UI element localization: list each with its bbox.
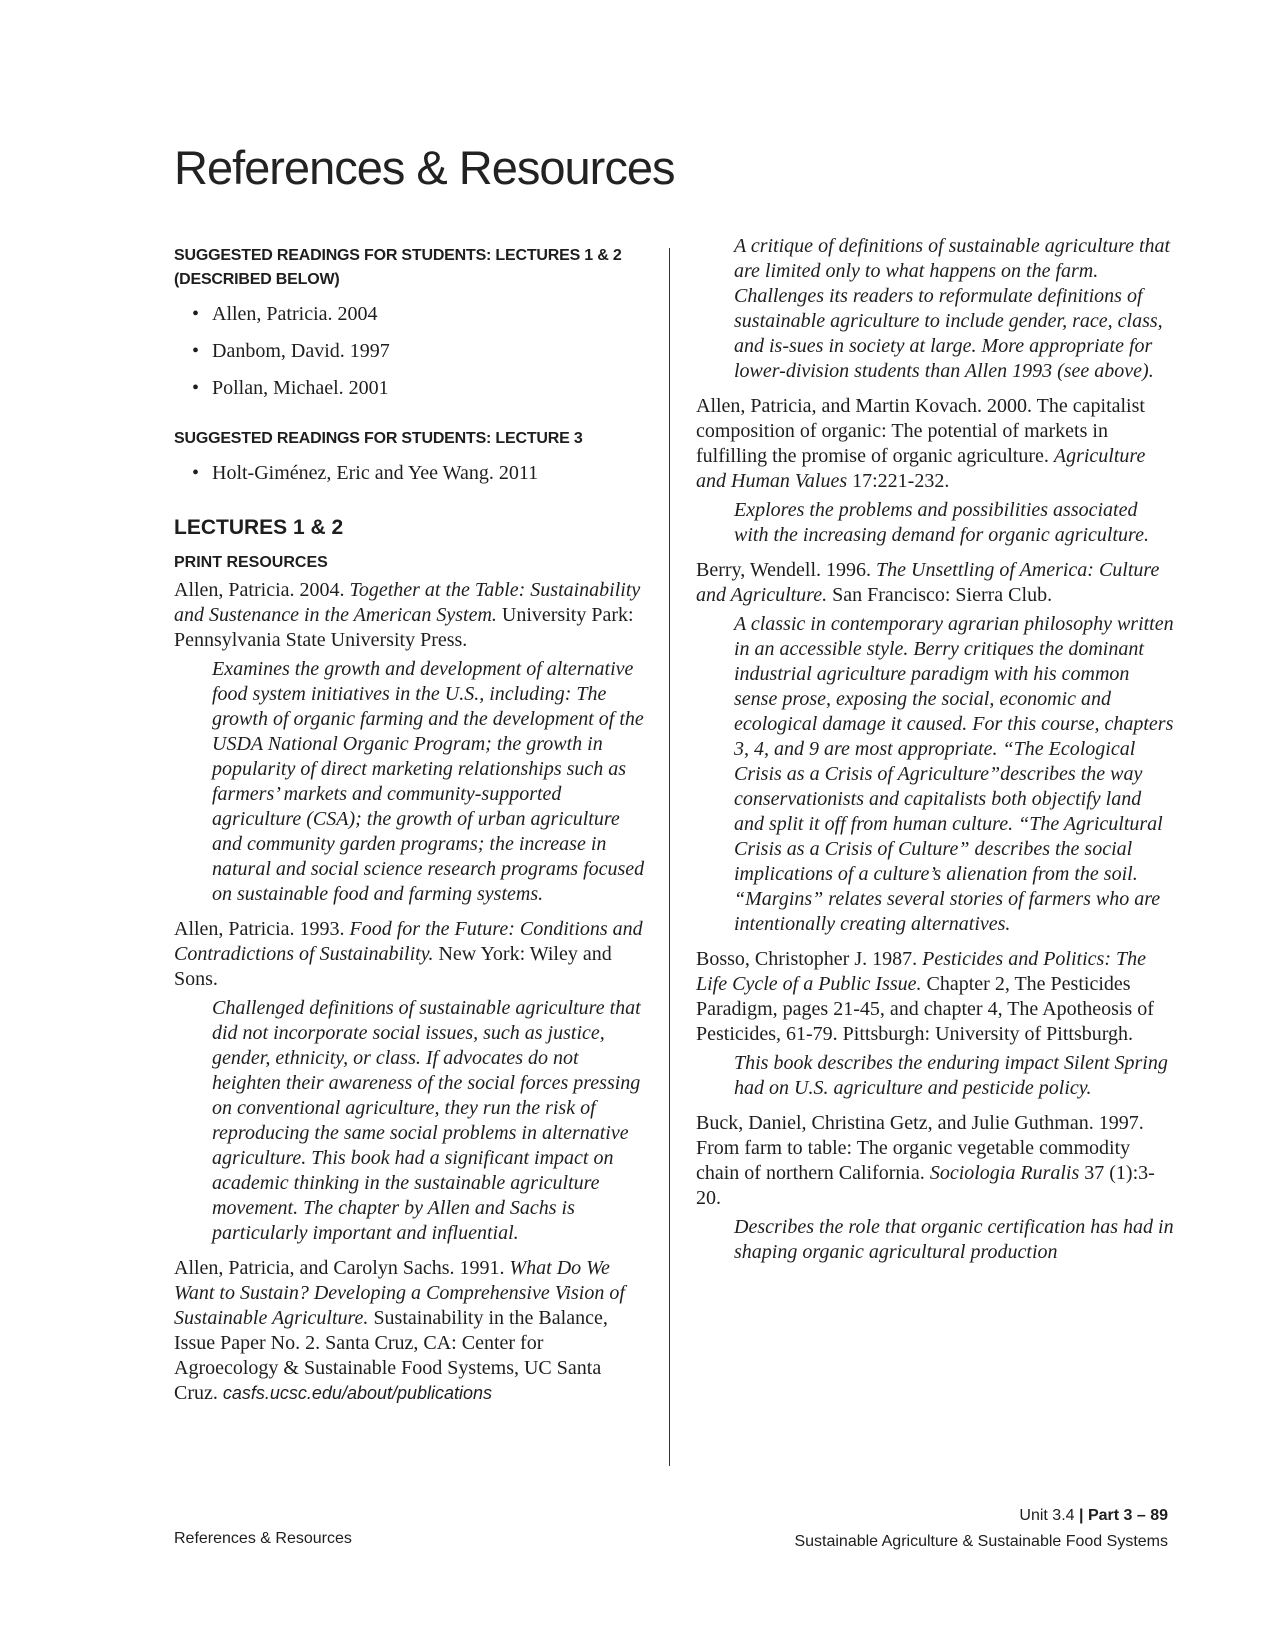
publication-link[interactable]: casfs.ucsc.edu/about/publications bbox=[222, 1383, 493, 1403]
students-readings-list-lectures-1-2 bbox=[174, 296, 646, 407]
reference-entry-continued bbox=[696, 234, 1174, 384]
footer-unit: Unit 3.4 bbox=[1019, 1507, 1075, 1524]
reference-title: Sociologia Ruralis bbox=[929, 1162, 1080, 1184]
left-column bbox=[174, 244, 646, 1416]
footer-page-info bbox=[794, 1503, 1168, 1555]
students-readings-list-lecture-3 bbox=[174, 455, 646, 492]
reference-citation: Allen, Patricia, and Carolyn Sachs. 1991. What Do We Want to Sustain? Developing a Comprehensive Vision of Sustainable Agriculture. Sustainability in the Balance, Issue Paper No. 2. Santa Cruz, CA: Center for Agroecology & Sustainable Food Systems, UC Santa Cruz. casfs.ucsc.edu/about/publications bbox=[174, 1257, 625, 1404]
reference-citation: Allen, Patricia, and Martin Kovach. 2000. The capitalist composition of organic: The potential of markets in fulfilling the promise of organic agriculture. Agriculture and Human Values 17:221-232. bbox=[696, 395, 1146, 492]
reference-citation: Berry, Wendell. 1996. The Unsettling of America: Culture and Agriculture. San Francisco: Sierra Club. bbox=[696, 559, 1160, 606]
reference-citation: Buck, Daniel, Christina Getz, and Julie Guthman. 1997. From farm to table: The organic vegetable commodity chain of northern California. Sociologia Ruralis 37 (1):3-20. bbox=[696, 1112, 1155, 1209]
footer-part: Part 3 – 89 bbox=[1087, 1507, 1168, 1524]
students-readings-heading-lectures-1-2: SUGGESTED READINGS FOR STUDENTS: LECTURES 1 & 2 (DESCRIBED BELOW) bbox=[174, 247, 622, 288]
list-item: • Holt-Giménez, Eric and Yee Wang. 2011 bbox=[212, 455, 646, 492]
reference-title: The Unsettling of America: Culture and Agriculture. bbox=[696, 559, 1160, 606]
column-divider bbox=[669, 248, 670, 1466]
reference-title: Agriculture and Human Values bbox=[696, 445, 1146, 492]
reference-entry bbox=[696, 1111, 1174, 1265]
reference-entry bbox=[696, 394, 1174, 548]
reference-annotation: Describes the role that organic certification has had in shaping organic agricultural production bbox=[734, 1216, 1174, 1263]
footer-section-name: References & Resources bbox=[174, 1530, 352, 1547]
reference-title: Together at the Table: Sustainability and Sustenance in the American System. bbox=[174, 579, 641, 626]
reference-annotation: This book describes the enduring impact Silent Spring had on U.S. agriculture and pesticide policy. bbox=[734, 1052, 1168, 1099]
reference-entry bbox=[174, 917, 646, 1246]
print-resources-heading: PRINT RESOURCES bbox=[174, 554, 328, 571]
reference-entry bbox=[696, 558, 1174, 937]
students-readings-heading-lecture-3: SUGGESTED READINGS FOR STUDENTS: LECTURE 3 bbox=[174, 430, 583, 447]
footer-page-number bbox=[794, 1503, 1168, 1529]
reference-title: Pesticides and Politics: The Life Cycle of a Public Issue. bbox=[696, 948, 1146, 995]
reference-title: Food for the Future: Conditions and Contradictions of Sustainability. bbox=[174, 918, 643, 965]
footer-separator: | bbox=[1079, 1507, 1084, 1524]
lectures-heading: LECTURES 1 & 2 bbox=[174, 516, 344, 539]
reference-citation: Allen, Patricia. 2004. Together at the Table: Sustainability and Sustenance in the American System. University Park: Pennsylvania State University Press. bbox=[174, 579, 641, 651]
footer-subtitle: Sustainable Agriculture & Sustainable Food Systems bbox=[794, 1533, 1168, 1550]
page-title: References & Resources bbox=[174, 141, 675, 194]
reference-annotation: A critique of definitions of sustainable agriculture that are limited only to what happens on the farm. Challenges its readers to reformulate definitions of sustainable agriculture to include gender, race, class, and is-sues in society at large. More appropriate for lower-division students than Allen 1993 (see above). bbox=[734, 235, 1171, 382]
right-column bbox=[696, 235, 1174, 1275]
reference-annotation: Examines the growth and development of alternative food system initiatives in the U.S., including: The growth of organic farming and the development of the USDA National Organic Program; the growth in popularity of direct marketing relationships such as farmers’ markets and community-supported agriculture (CSA); the growth of urban agriculture and community garden programs; the increase in natural and social science research programs focused on sustainable food and farming systems. bbox=[212, 658, 645, 905]
reference-title: What Do We Want to Sustain? Developing a Comprehensive Vision of Sustainable Agriculture. bbox=[174, 1257, 625, 1329]
reference-annotation: A classic in contemporary agrarian philosophy written in an accessible style. Berry critiques the dominant industrial agriculture paradigm with his common sense prose, exposing the social, economic and ecological damage it caused. For this course, chapters 3, 4, and 9 are most appropriate. “The Ecological Crisis as a Crisis of Agriculture”describes the way conservationists and capitalists both objectify land and split it off from human culture. “The Agricultural Crisis as a Crisis of Culture” describes the social implications of a culture’s alienation from the soil. “Margins” relates several stories of farmers who are intentionally creating alternatives. bbox=[734, 613, 1174, 935]
reference-annotation: Explores the problems and possibilities associated with the increasing demand for organic agriculture. bbox=[734, 499, 1149, 546]
reference-annotation: Challenged definitions of sustainable agriculture that did not incorporate social issues, such as justice, gender, ethnicity, or class. If advocates do not heighten their awareness of the social forces pressing on conventional agriculture, they run the risk of reproducing the same social problems in alternative agriculture. This book had a significant impact on academic thinking in the sustainable agriculture movement. The chapter by Allen and Sachs is particularly important and influential. bbox=[212, 997, 641, 1244]
list-item: • Danbom, David. 1997 bbox=[212, 333, 646, 370]
reference-entry bbox=[696, 947, 1174, 1101]
list-item: • Pollan, Michael. 2001 bbox=[212, 370, 646, 407]
reference-entry bbox=[174, 1256, 646, 1406]
reference-entry bbox=[174, 578, 646, 907]
list-item: • Allen, Patricia. 2004 bbox=[212, 296, 646, 333]
reference-citation: Allen, Patricia. 1993. Food for the Future: Conditions and Contradictions of Sustainability. New York: Wiley and Sons. bbox=[174, 918, 643, 990]
reference-citation: Bosso, Christopher J. 1987. Pesticides and Politics: The Life Cycle of a Public Issue. Chapter 2, The Pesticides Paradigm, pages 21-45, and chapter 4, The Apotheosis of Pesticides, 61-79. Pittsburgh: University of Pittsburgh. bbox=[696, 948, 1154, 1045]
